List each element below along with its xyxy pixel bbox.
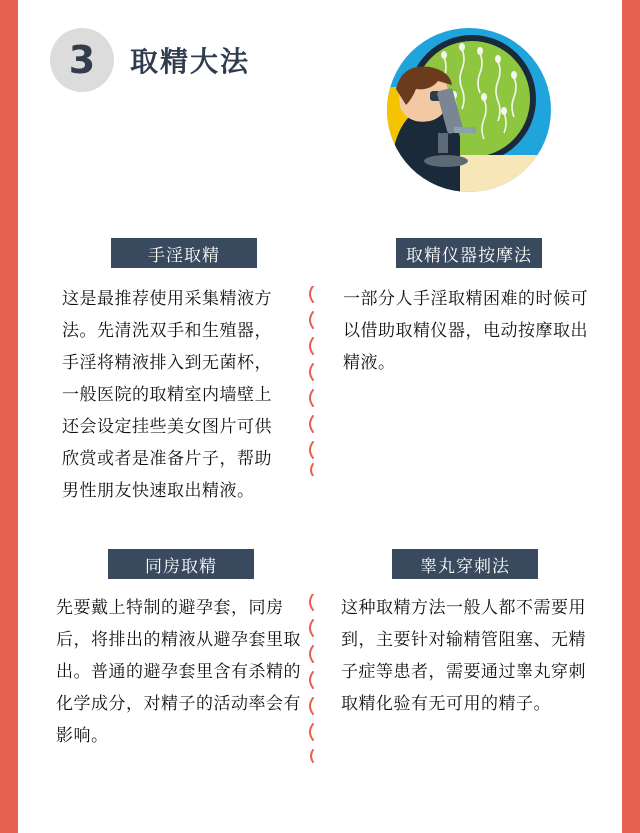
method-tag-testicular-puncture	[392, 549, 538, 579]
microscope-scientist-icon	[384, 27, 554, 193]
method-tag-device-massage	[396, 238, 542, 268]
method-tag-label: 同房取精	[145, 556, 217, 577]
method-text-masturbation: 这是最推荐使用采集精液方法。先清洗双手和生殖器，手淫将精液排入到无菌杯，一般医院的取精室内墙壁上还会设定挂些美女图片可供欣赏或者是准备片子，帮助男性朋友快速取出精液。	[62, 289, 272, 501]
method-tag-masturbation	[111, 238, 257, 268]
step-number-badge	[50, 28, 114, 92]
method-text-device-massage: 一部分人手淫取精困难的时候可以借助取精仪器，电动按摩取出精液。	[343, 289, 588, 373]
section-title: 取精大法	[130, 45, 251, 78]
divider-top	[303, 286, 319, 476]
method-tag-label: 取精仪器按摩法	[406, 245, 532, 266]
method-text-intercourse: 先要戴上特制的避孕套，同房后，将排出的精液从避孕套里取出。普通的避孕套里含有杀精的化学成分，对精子的活动率会有影响。	[56, 598, 301, 746]
step-number: 3	[68, 38, 96, 82]
divider-bottom	[303, 594, 319, 774]
method-tag-label: 手淫取精	[148, 245, 220, 266]
method-text-testicular-puncture: 这种取精方法一般人都不需要用到，主要针对输精管阻塞、无精子症等患者，需要通过睾丸穿刺取精化验有无可用的精子。	[341, 598, 586, 714]
method-tag-label: 睾丸穿刺法	[420, 556, 510, 577]
method-tag-intercourse	[108, 549, 254, 579]
